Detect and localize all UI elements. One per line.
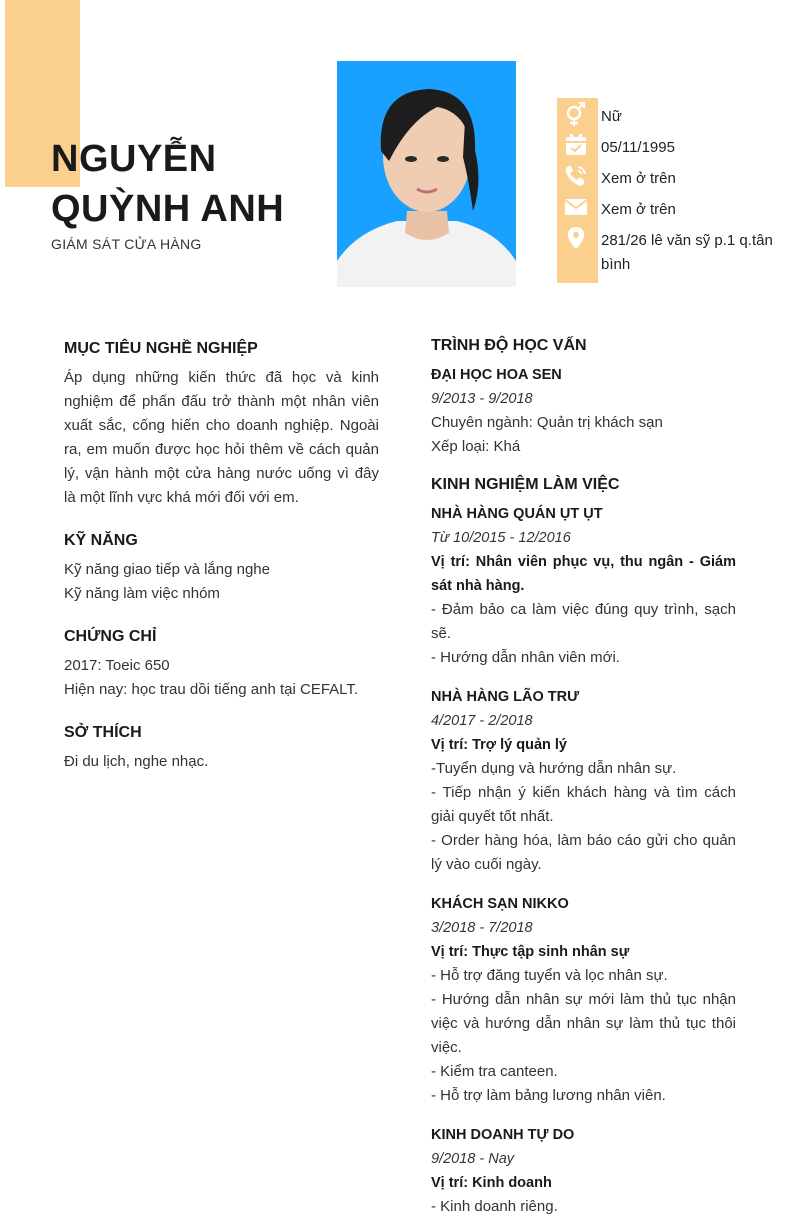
job-role: Vị trí: Thực tập sinh nhân sự (431, 944, 630, 960)
calendar-icon (562, 132, 590, 158)
objective-text: Áp dụng những kiến thức đã học và kinh nghiệm để phấn đấu trở thành một nhân viên xuất sắc, cống hiến cho doanh nghiệp. Ngoài ra, em muốn được học hỏi thêm về cách quản lý, vận hành một cửa hàng nước uống vì đây là một lĩnh vực khá mới đối với em. (64, 369, 379, 506)
hobbies-text: Đi du lịch, nghe nhạc. (64, 753, 209, 770)
job-dates: Từ 10/2015 - 12/2016 (431, 530, 571, 546)
certificate-item: Hiện nay: học trau dồi tiếng anh tại CEFALT. (64, 681, 359, 698)
job-role: Vị trí: Nhân viên phục vụ, thu ngân - Giám sát nhà hàng. (431, 554, 736, 594)
hobbies-section (64, 720, 379, 774)
job-task: - Hướng dẫn nhân sự mới làm thủ tục nhận việc và hướng dẫn nhân sự làm thủ tục thôi việc. (431, 991, 736, 1056)
job-task: - Hỗ trợ đăng tuyển và lọc nhân sự. (431, 967, 668, 984)
job-title: GIÁM SÁT CỬA HÀNG (51, 236, 202, 252)
skill-item: Kỹ năng giao tiếp và lắng nghe (64, 561, 270, 578)
job-org: NHÀ HÀNG LÃO TRƯ (431, 689, 580, 705)
experience-section (431, 472, 736, 1219)
left-column (64, 336, 379, 774)
job-dates: 4/2017 - 2/2018 (431, 713, 533, 729)
job-entry (431, 685, 736, 877)
job-task: -Tuyển dụng và hướng dẫn nhân sự. (431, 760, 677, 777)
certificates-section (64, 624, 379, 702)
hobbies-heading: SỞ THÍCH (64, 724, 142, 741)
gender-icon (562, 101, 590, 127)
name-line-2: QUỲNH ANH (51, 188, 285, 230)
education-heading: TRÌNH ĐỘ HỌC VẤN (431, 337, 587, 354)
contact-email-text: Xem ở trên (601, 201, 676, 218)
phone-icon (562, 163, 590, 189)
right-column (431, 333, 736, 1219)
job-entry (431, 502, 736, 670)
job-dates: 9/2018 - Nay (431, 1151, 515, 1167)
job-task: - Kiểm tra canteen. (431, 1063, 558, 1080)
skills-section (64, 528, 379, 606)
email-icon (562, 194, 590, 220)
candidate-name (51, 134, 284, 234)
objective-section (64, 336, 379, 510)
objective-heading: MỤC TIÊU NGHỀ NGHIỆP (64, 340, 258, 357)
job-task: - Kinh doanh riêng. (431, 1198, 558, 1215)
contact-gender-text: Nữ (601, 108, 622, 125)
job-entry (431, 892, 736, 1108)
job-entry (431, 1123, 736, 1219)
certificate-item: 2017: Toeic 650 (64, 657, 170, 674)
contact-birthdate-text: 05/11/1995 (601, 139, 675, 156)
profile-photo (337, 61, 516, 287)
experience-heading: KINH NGHIỆM LÀM VIỆC (431, 476, 620, 493)
name-line-1: NGUYỄN (51, 138, 217, 180)
education-dates: 9/2013 - 9/2018 (431, 391, 533, 407)
job-task: - Đảm bảo ca làm việc đúng quy trình, sạch sẽ. (431, 601, 736, 642)
job-role: Vị trí: Trợ lý quản lý (431, 737, 568, 753)
contact-address-text: 281/26 lê văn sỹ p.1 q.tân bình (601, 232, 773, 273)
location-icon (562, 225, 590, 251)
job-org: KHÁCH SẠN NIKKO (431, 896, 569, 912)
job-org: KINH DOANH TỰ DO (431, 1127, 575, 1143)
job-task: - Hướng dẫn nhân viên mới. (431, 649, 620, 666)
job-role: Vị trí: Kinh doanh (431, 1175, 552, 1191)
job-task: - Tiếp nhận ý kiến khách hàng và tìm cách giải quyết tốt nhất. (431, 784, 736, 825)
job-org: NHÀ HÀNG QUÁN ỤT ỤT (431, 506, 603, 522)
contact-phone-text: Xem ở trên (601, 170, 676, 187)
certificates-heading: CHỨNG CHỈ (64, 628, 157, 645)
education-grade: Xếp loại: Khá (431, 438, 521, 455)
skill-item: Kỹ năng làm việc nhóm (64, 585, 220, 602)
education-section (431, 333, 736, 459)
skills-heading: KỸ NĂNG (64, 532, 138, 549)
job-task: - Hỗ trợ làm bảng lương nhân viên. (431, 1087, 666, 1104)
school-name: ĐẠI HỌC HOA SEN (431, 367, 562, 383)
education-major: Chuyên ngành: Quản trị khách sạn (431, 414, 663, 431)
job-task: - Order hàng hóa, làm báo cáo gửi cho quản lý vào cuối ngày. (431, 832, 736, 873)
job-dates: 3/2018 - 7/2018 (431, 920, 533, 936)
